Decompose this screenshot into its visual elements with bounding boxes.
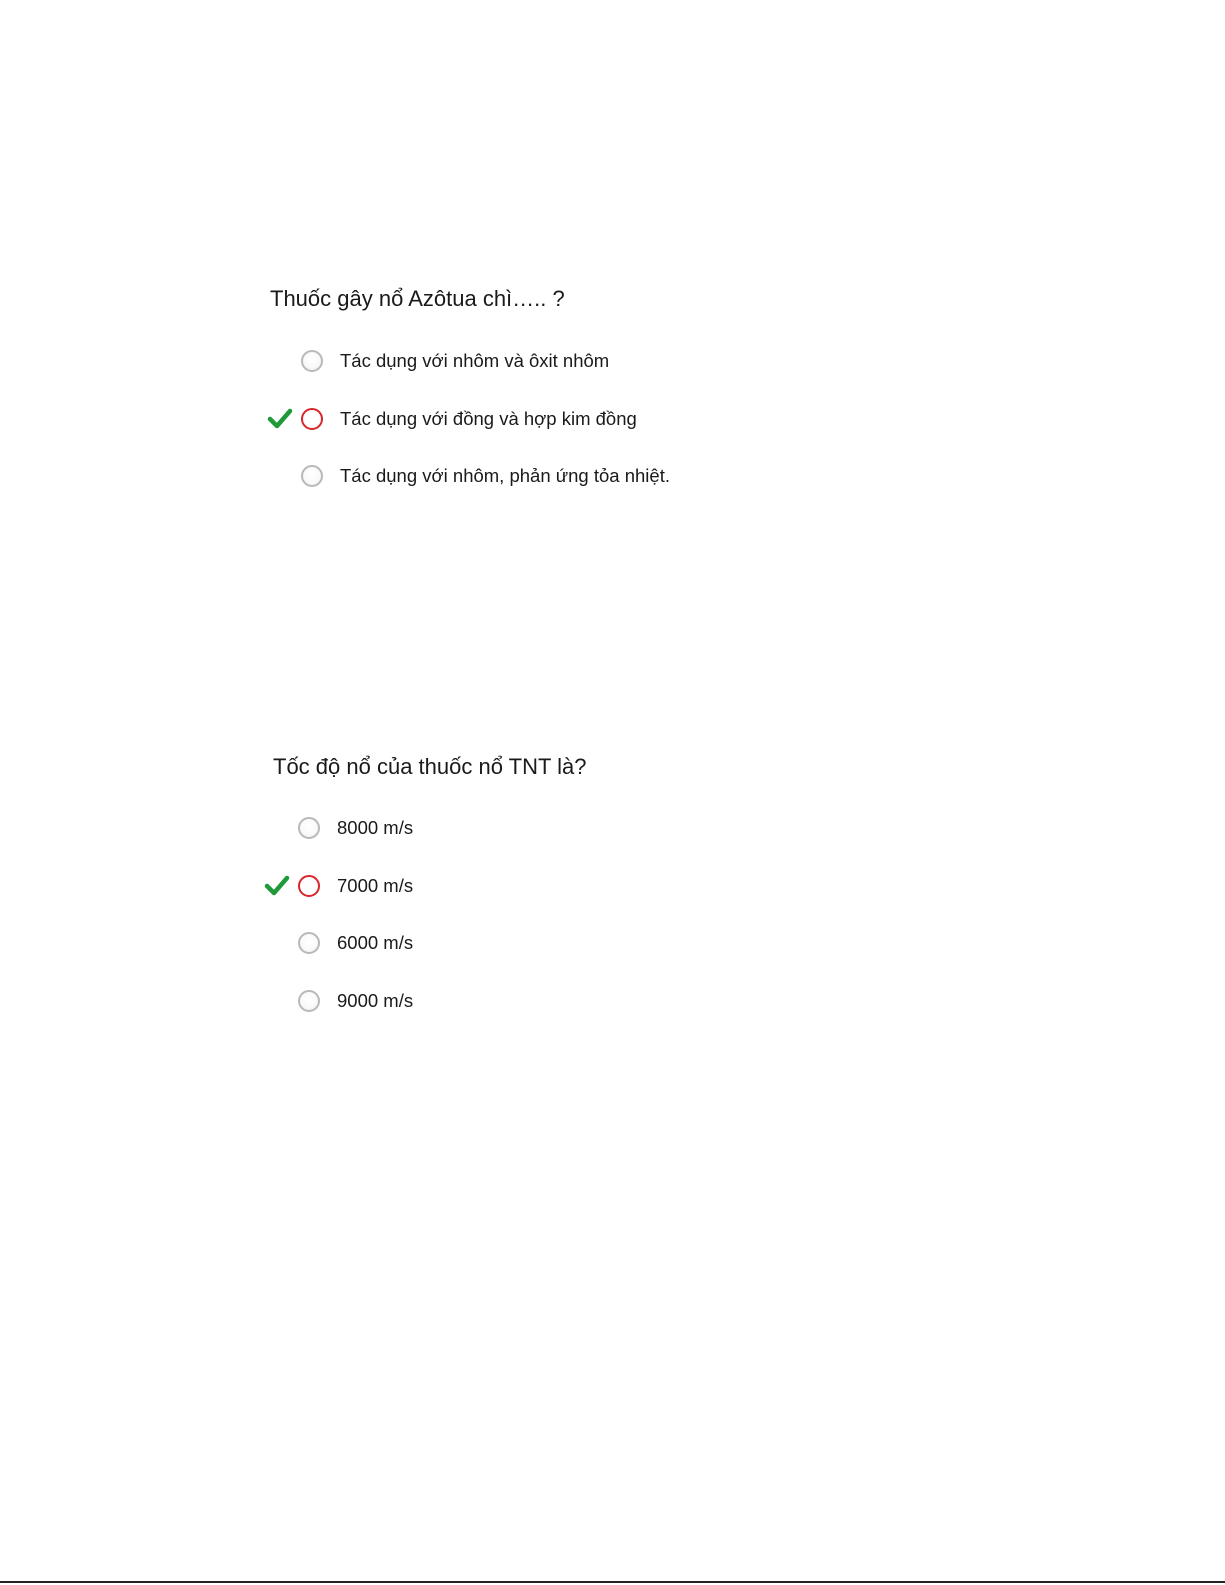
q1-option-1-label: Tác dụng với nhôm và ôxit nhôm (340, 350, 610, 371)
q1-option-3-radio[interactable] (301, 465, 323, 487)
q2-option-4-label: 9000 m/s (337, 990, 414, 1011)
q2-option-1-label: 8000 m/s (337, 817, 414, 838)
q2-option-3[interactable] (298, 928, 413, 958)
question-1-title: Thuốc gây nổ Azôtua chì….. ? (270, 286, 565, 311)
page-bottom-border (0, 1581, 1225, 1583)
q1-option-3-label: Tác dụng với nhôm, phản ứng tỏa nhiệt. (340, 465, 670, 486)
q2-option-3-label: 6000 m/s (337, 932, 414, 953)
q1-option-2-label: Tác dụng với đồng và hợp kim đồng (340, 408, 637, 429)
q2-option-1-radio[interactable] (298, 817, 320, 839)
q2-option-4-radio[interactable] (298, 990, 320, 1012)
q2-option-3-radio[interactable] (298, 932, 320, 954)
q1-option-3[interactable] (301, 461, 670, 491)
q2-option-2-radio[interactable] (298, 875, 320, 897)
q2-option-2[interactable] (298, 871, 413, 901)
q1-option-2[interactable] (301, 404, 637, 434)
q1-option-1[interactable] (301, 346, 609, 376)
q2-option-2-label: 7000 m/s (337, 875, 414, 896)
q1-option-1-radio[interactable] (301, 350, 323, 372)
q1-option-2-radio[interactable] (301, 408, 323, 430)
q2-option-1[interactable] (298, 813, 413, 843)
q2-option-4[interactable] (298, 986, 413, 1016)
question-2-title: Tốc độ nổ của thuốc nổ TNT là? (273, 754, 587, 779)
q2-check-icon (264, 874, 290, 898)
q1-check-icon (267, 407, 293, 431)
